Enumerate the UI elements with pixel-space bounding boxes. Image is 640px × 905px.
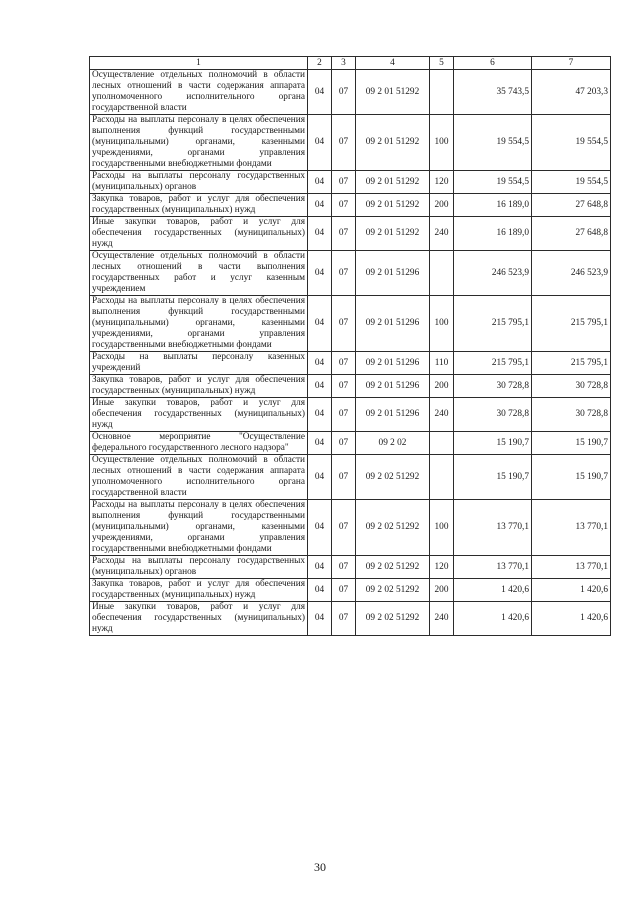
row-expense-type-cell: 200	[430, 375, 454, 398]
row-subsection-cell: 07	[332, 296, 356, 352]
row-section-cell: 04	[308, 352, 332, 375]
row-amount-year1-cell: 15 190,7	[454, 455, 532, 500]
table-row	[90, 500, 611, 556]
row-section-cell: 04	[308, 115, 332, 171]
row-target-code-cell: 09 2 01 51292	[356, 70, 430, 115]
row-name-cell: Иные закупки товаров, работ и услуг для обеспечения государственных (муниципальных) нужд	[90, 398, 308, 432]
row-subsection-cell: 07	[332, 398, 356, 432]
row-section-cell: 04	[308, 455, 332, 500]
row-name-cell: Иные закупки товаров, работ и услуг для обеспечения государственных (муниципальных) нужд	[90, 217, 308, 251]
row-section-cell: 04	[308, 398, 332, 432]
table-row	[90, 398, 611, 432]
row-name-cell: Расходы на выплаты персоналу в целях обеспечения выполнения функций государственными (муниципальными) органами, казенными учреждениями, органами управления государственными внебюджетными фондами	[90, 115, 308, 171]
row-name-cell: Закупка товаров, работ и услуг для обеспечения государственных (муниципальных) нужд	[90, 579, 308, 602]
row-amount-year1-cell: 215 795,1	[454, 352, 532, 375]
row-expense-type-cell	[430, 70, 454, 115]
row-amount-year2-cell: 19 554,5	[532, 115, 611, 171]
header-col-7: 7	[532, 57, 611, 70]
row-target-code-cell: 09 2 01 51292	[356, 171, 430, 194]
row-amount-year2-cell: 19 554,5	[532, 171, 611, 194]
row-amount-year1-cell: 1 420,6	[454, 579, 532, 602]
table-row	[90, 375, 611, 398]
row-expense-type-cell: 120	[430, 556, 454, 579]
row-expense-type-cell: 110	[430, 352, 454, 375]
row-amount-year2-cell: 30 728,8	[532, 375, 611, 398]
table-row	[90, 217, 611, 251]
row-amount-year1-cell: 19 554,5	[454, 171, 532, 194]
row-amount-year2-cell: 215 795,1	[532, 296, 611, 352]
row-expense-type-cell	[430, 251, 454, 296]
header-col-2: 2	[308, 57, 332, 70]
row-target-code-cell: 09 2 02 51292	[356, 579, 430, 602]
header-col-1: 1	[90, 57, 308, 70]
row-section-cell: 04	[308, 500, 332, 556]
row-expense-type-cell: 120	[430, 171, 454, 194]
row-target-code-cell: 09 2 02 51292	[356, 455, 430, 500]
row-section-cell: 04	[308, 432, 332, 455]
row-expense-type-cell: 200	[430, 194, 454, 217]
row-name-cell: Расходы на выплаты персоналу казенных учреждений	[90, 352, 308, 375]
row-subsection-cell: 07	[332, 500, 356, 556]
row-amount-year1-cell: 13 770,1	[454, 556, 532, 579]
row-amount-year2-cell: 1 420,6	[532, 579, 611, 602]
row-subsection-cell: 07	[332, 194, 356, 217]
row-expense-type-cell	[430, 432, 454, 455]
row-subsection-cell: 07	[332, 217, 356, 251]
row-amount-year1-cell: 16 189,0	[454, 194, 532, 217]
row-target-code-cell: 09 2 01 51296	[356, 398, 430, 432]
header-col-6: 6	[454, 57, 532, 70]
row-amount-year1-cell: 215 795,1	[454, 296, 532, 352]
row-name-cell: Расходы на выплаты персоналу государственных (муниципальных) органов	[90, 171, 308, 194]
row-target-code-cell: 09 2 01 51296	[356, 296, 430, 352]
row-section-cell: 04	[308, 194, 332, 217]
row-subsection-cell: 07	[332, 602, 356, 636]
table-row	[90, 70, 611, 115]
row-amount-year1-cell: 35 743,5	[454, 70, 532, 115]
row-section-cell: 04	[308, 579, 332, 602]
row-section-cell: 04	[308, 251, 332, 296]
row-subsection-cell: 07	[332, 432, 356, 455]
row-section-cell: 04	[308, 602, 332, 636]
row-name-cell: Расходы на выплаты персоналу в целях обеспечения выполнения функций государственными (муниципальными) органами, казенными учреждениями, органами управления государственными внебюджетными фондами	[90, 500, 308, 556]
row-subsection-cell: 07	[332, 352, 356, 375]
row-amount-year1-cell: 13 770,1	[454, 500, 532, 556]
budget-table	[89, 56, 611, 636]
row-amount-year2-cell: 47 203,3	[532, 70, 611, 115]
row-expense-type-cell: 240	[430, 217, 454, 251]
row-target-code-cell: 09 2 01 51292	[356, 115, 430, 171]
row-target-code-cell: 09 2 01 51296	[356, 251, 430, 296]
row-section-cell: 04	[308, 171, 332, 194]
row-name-cell: Иные закупки товаров, работ и услуг для обеспечения государственных (муниципальных) нужд	[90, 602, 308, 636]
table-row	[90, 194, 611, 217]
header-col-4: 4	[356, 57, 430, 70]
row-name-cell: Закупка товаров, работ и услуг для обеспечения государственных (муниципальных) нужд	[90, 375, 308, 398]
table-row	[90, 579, 611, 602]
row-section-cell: 04	[308, 70, 332, 115]
header-col-3: 3	[332, 57, 356, 70]
row-name-cell: Расходы на выплаты персоналу государственных (муниципальных) органов	[90, 556, 308, 579]
row-section-cell: 04	[308, 556, 332, 579]
row-amount-year2-cell: 27 648,8	[532, 194, 611, 217]
row-name-cell: Осуществление отдельных полномочий в области лесных отношений в части содержания аппарата уполномоченного исполнительного органа государственной власти	[90, 455, 308, 500]
row-expense-type-cell: 240	[430, 398, 454, 432]
table-row	[90, 296, 611, 352]
row-target-code-cell: 09 2 01 51296	[356, 375, 430, 398]
table-row	[90, 602, 611, 636]
row-amount-year1-cell: 30 728,8	[454, 398, 532, 432]
row-target-code-cell: 09 2 02 51292	[356, 500, 430, 556]
row-target-code-cell: 09 2 02 51292	[356, 602, 430, 636]
row-subsection-cell: 07	[332, 375, 356, 398]
row-name-cell: Расходы на выплаты персоналу в целях обеспечения выполнения функций государственными (муниципальными) органами, казенными учреждениями, органами управления государственными внебюджетными фондами	[90, 296, 308, 352]
header-col-5: 5	[430, 57, 454, 70]
table-row	[90, 115, 611, 171]
row-name-cell: Закупка товаров, работ и услуг для обеспечения государственных (муниципальных) нужд	[90, 194, 308, 217]
row-subsection-cell: 07	[332, 579, 356, 602]
row-amount-year1-cell: 15 190,7	[454, 432, 532, 455]
row-subsection-cell: 07	[332, 115, 356, 171]
row-amount-year2-cell: 1 420,6	[532, 602, 611, 636]
row-amount-year2-cell: 27 648,8	[532, 217, 611, 251]
row-target-code-cell: 09 2 01 51292	[356, 194, 430, 217]
table-row	[90, 171, 611, 194]
row-amount-year2-cell: 246 523,9	[532, 251, 611, 296]
row-amount-year1-cell: 246 523,9	[454, 251, 532, 296]
row-target-code-cell: 09 2 02	[356, 432, 430, 455]
row-expense-type-cell: 240	[430, 602, 454, 636]
row-amount-year2-cell: 13 770,1	[532, 500, 611, 556]
row-amount-year1-cell: 16 189,0	[454, 217, 532, 251]
row-expense-type-cell: 100	[430, 115, 454, 171]
row-target-code-cell: 09 2 02 51292	[356, 556, 430, 579]
row-expense-type-cell: 100	[430, 296, 454, 352]
row-name-cell: Основное мероприятие "Осуществление федерального государственного лесного надзора"	[90, 432, 308, 455]
table-row	[90, 455, 611, 500]
row-expense-type-cell: 200	[430, 579, 454, 602]
row-section-cell: 04	[308, 217, 332, 251]
row-amount-year2-cell: 30 728,8	[532, 398, 611, 432]
table-row	[90, 251, 611, 296]
row-subsection-cell: 07	[332, 70, 356, 115]
row-name-cell: Осуществление отдельных полномочий в области лесных отношений в части содержания аппарата уполномоченного исполнительного органа государственной власти	[90, 70, 308, 115]
row-amount-year1-cell: 1 420,6	[454, 602, 532, 636]
table-row	[90, 556, 611, 579]
row-amount-year2-cell: 215 795,1	[532, 352, 611, 375]
row-amount-year2-cell: 15 190,7	[532, 432, 611, 455]
row-amount-year2-cell: 15 190,7	[532, 455, 611, 500]
table-row	[90, 352, 611, 375]
table-header-row	[90, 57, 611, 70]
row-expense-type-cell: 100	[430, 500, 454, 556]
row-section-cell: 04	[308, 296, 332, 352]
row-subsection-cell: 07	[332, 556, 356, 579]
page-number: 30	[314, 860, 326, 874]
row-subsection-cell: 07	[332, 171, 356, 194]
row-subsection-cell: 07	[332, 251, 356, 296]
row-expense-type-cell	[430, 455, 454, 500]
row-amount-year1-cell: 30 728,8	[454, 375, 532, 398]
row-amount-year2-cell: 13 770,1	[532, 556, 611, 579]
row-subsection-cell: 07	[332, 455, 356, 500]
row-target-code-cell: 09 2 01 51296	[356, 352, 430, 375]
table-body	[90, 70, 611, 636]
row-section-cell: 04	[308, 375, 332, 398]
row-amount-year1-cell: 19 554,5	[454, 115, 532, 171]
row-name-cell: Осуществление отдельных полномочий в области лесных отношений в части выполнения государственных работ и услуг казенным учреждением	[90, 251, 308, 296]
table-row	[90, 432, 611, 455]
row-target-code-cell: 09 2 01 51292	[356, 217, 430, 251]
